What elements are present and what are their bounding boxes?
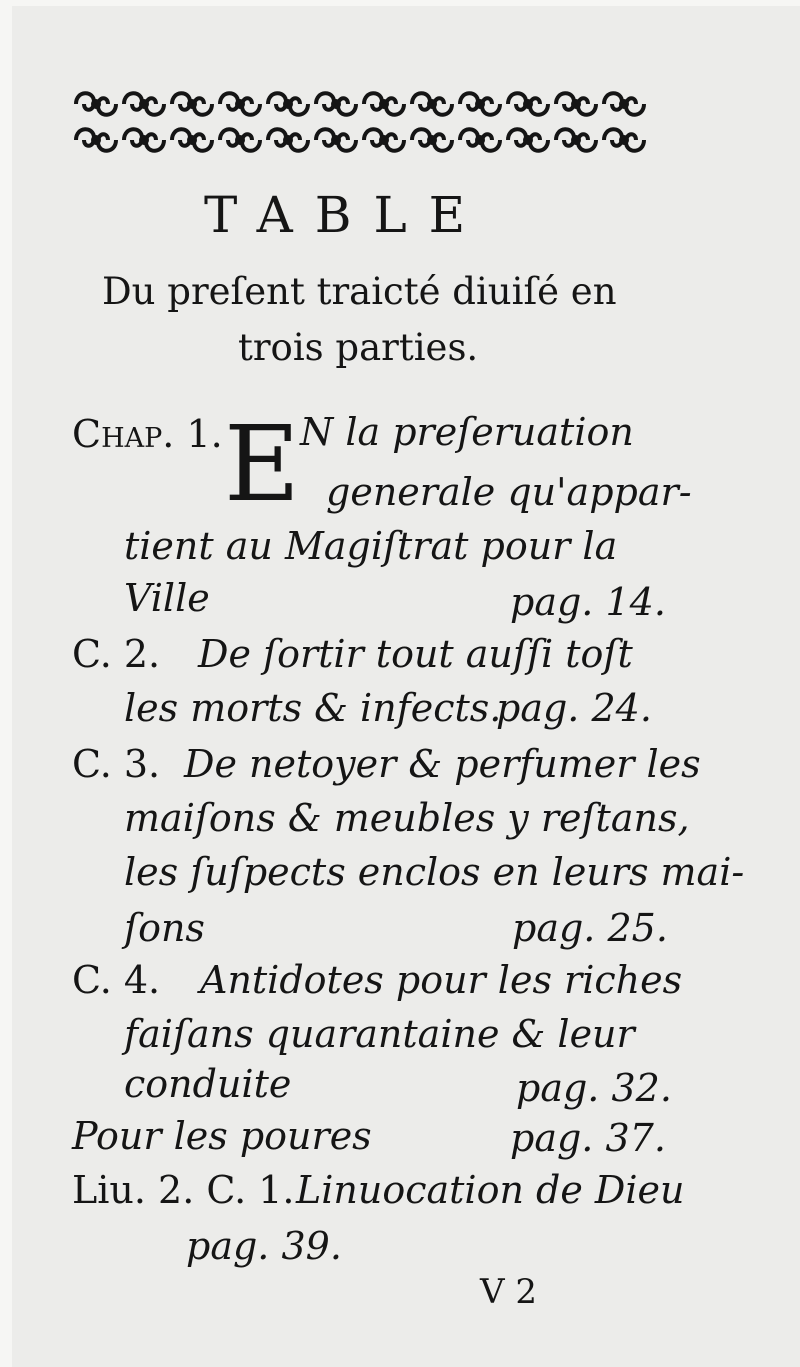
- entry-4-line-2: faiſans quarantaine & leur: [124, 1012, 635, 1056]
- ornamental-headpiece: [72, 86, 648, 158]
- ornament-dot: [333, 101, 339, 107]
- ornament-dot: [573, 101, 579, 107]
- ornament-dot: [237, 101, 243, 107]
- entry-2-line-2: les morts & infects.: [124, 686, 502, 730]
- entry-6-line-1: Linuocation de Dieu: [296, 1168, 685, 1212]
- entry-3-label: C. 3.: [72, 742, 161, 786]
- entry-3-line-4: ſons: [124, 906, 205, 950]
- ornament-dot: [381, 137, 387, 143]
- entry-4-page: pag. 32.: [516, 1066, 672, 1110]
- entry-1-line-4: Ville: [124, 576, 210, 620]
- entry-5-page: pag. 37.: [510, 1116, 666, 1160]
- ornament-dot: [429, 101, 435, 107]
- ornament-dot: [237, 137, 243, 143]
- entry-2-page: pag. 24.: [496, 686, 652, 730]
- ornament-dot: [477, 101, 483, 107]
- entry-5-line-1: Pour les poures: [72, 1114, 372, 1158]
- ornament-dot: [621, 137, 627, 143]
- ornament-dot: [429, 137, 435, 143]
- ornament-dot: [477, 137, 483, 143]
- ornament-dot: [141, 101, 147, 107]
- entry-1-line-3: tient au Magiſtrat pour la: [124, 524, 618, 568]
- entry-3-line-3: les ſuſpects enclos en leurs mai-: [124, 850, 745, 894]
- entry-3-line-2: maiſons & meubles y reſtans,: [124, 796, 690, 840]
- entry-6-label: Liu. 2. C. 1.: [72, 1168, 295, 1212]
- subtitle-line-1: Du preſent traicté diuiſé en: [102, 270, 617, 313]
- page-title: TABLE: [204, 186, 488, 244]
- page-edge-left: [0, 0, 12, 1367]
- entry-6-page: pag. 39.: [186, 1224, 342, 1268]
- ornament-dot: [285, 137, 291, 143]
- entry-1-label: Chap. 1.: [72, 412, 223, 456]
- entry-3-line-1: De netoyer & perfumer les: [184, 742, 701, 786]
- page-edge-top: [0, 0, 800, 6]
- ornament-dot: [525, 137, 531, 143]
- ornament-dot: [381, 101, 387, 107]
- entry-2-line-1: De ſortir tout auſſi toſt: [198, 632, 633, 676]
- entry-4-label: C. 4.: [72, 958, 161, 1002]
- ornament-dot: [93, 101, 99, 107]
- ornament-dot: [93, 137, 99, 143]
- ornament-dot: [189, 101, 195, 107]
- entry-1-page: pag. 14.: [510, 580, 666, 624]
- entry-2-label: C. 2.: [72, 632, 161, 676]
- ornament-dot: [573, 137, 579, 143]
- ornament-dot: [621, 101, 627, 107]
- ornament-dot: [189, 137, 195, 143]
- subtitle-line-2: trois parties.: [238, 326, 479, 369]
- entry-3-page: pag. 25.: [512, 906, 668, 950]
- ornament-dot: [285, 101, 291, 107]
- entry-4-line-1: Antidotes pour les riches: [200, 958, 683, 1002]
- entry-1-line-1: N la preſeruation: [300, 410, 634, 454]
- drop-cap: E: [224, 403, 300, 525]
- ornament-dot: [141, 137, 147, 143]
- entry-1-line-2: generale qu'appar-: [326, 470, 692, 514]
- ornament-dot: [333, 137, 339, 143]
- entry-4-line-3: conduite: [124, 1062, 292, 1106]
- ornament-dot: [525, 101, 531, 107]
- signature-mark: V 2: [480, 1272, 537, 1312]
